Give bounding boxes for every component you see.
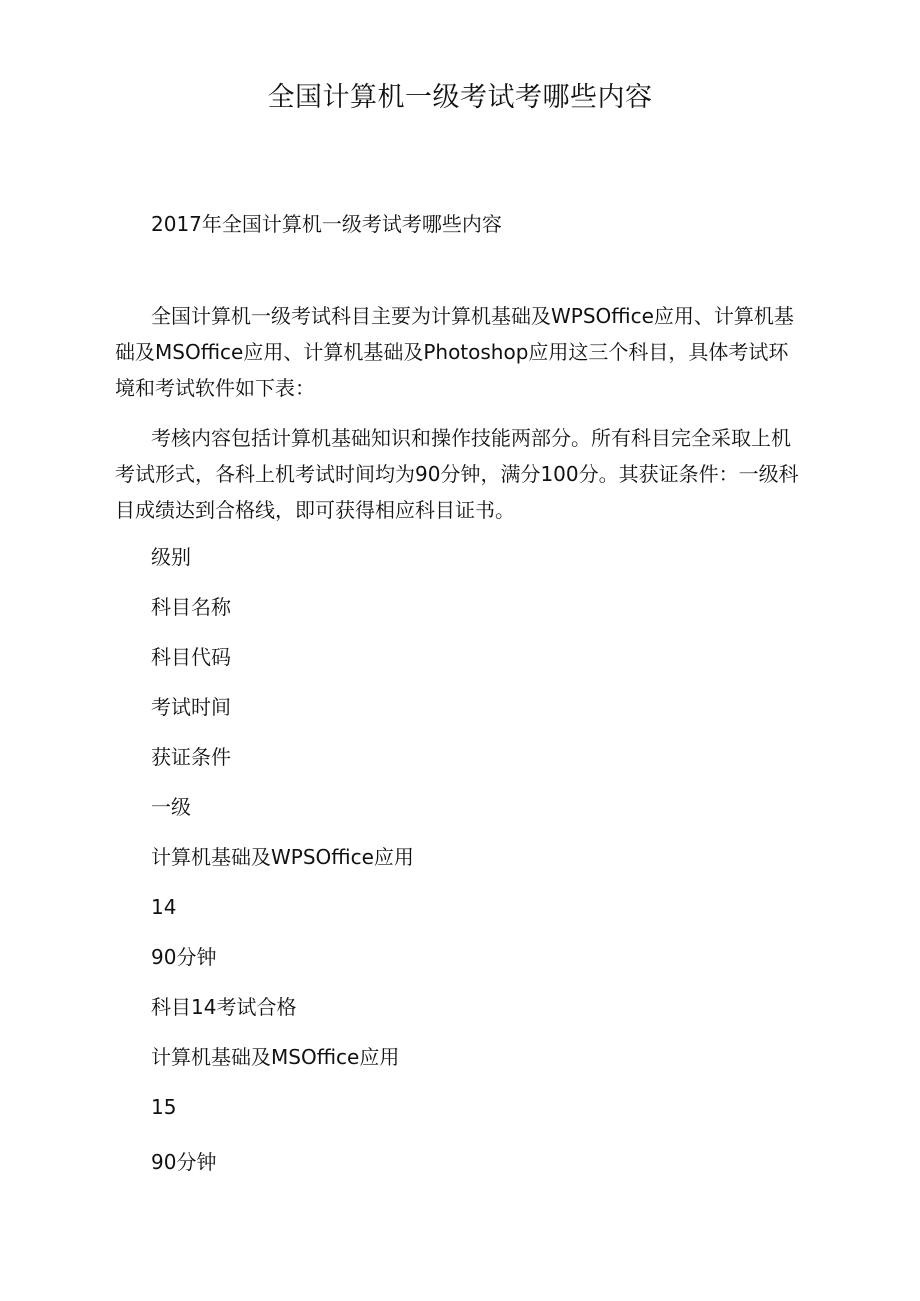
table-cell-subject-name: 计算机基础及MSOffice应用 bbox=[151, 1045, 400, 1069]
paragraph-exam-description: 考核内容包括计算机基础知识和操作技能两部分。所有科目完全采取上机考试形式，各科上机考试时间均为90分钟，满分100分。其获证条件：一级科目成绩达到合格线，即可获得相应科目证书。 bbox=[115, 426, 799, 522]
table-cell-exam-time: 90分钟 bbox=[151, 945, 217, 969]
table-cell-subject-name: 计算机基础及WPSOffice应用 bbox=[151, 845, 414, 869]
table-header-subject-name: 科目名称 bbox=[151, 595, 231, 619]
table-header-exam-time: 考试时间 bbox=[151, 695, 231, 719]
table-cell-exam-time: 90分钟 bbox=[151, 1150, 217, 1174]
document-title: 全国计算机一级考试考哪些内容 bbox=[267, 82, 653, 113]
document-subtitle: 2017年全国计算机一级考试考哪些内容 bbox=[151, 212, 502, 236]
paragraph-subjects-intro: 全国计算机一级考试科目主要为计算机基础及WPSOffice应用、计算机基础及MSOffice应用、计算机基础及Photoshop应用这三个科目，具体考试环境和考试软件如下表： bbox=[115, 304, 794, 400]
table-cell-level: 一级 bbox=[151, 795, 191, 819]
table-cell-subject-code: 15 bbox=[151, 1095, 177, 1119]
table-header-certificate-condition: 获证条件 bbox=[151, 745, 231, 769]
table-cell-certificate-condition: 科目14考试合格 bbox=[151, 995, 297, 1019]
table-header-subject-code: 科目代码 bbox=[151, 645, 231, 669]
table-cell-subject-code: 14 bbox=[151, 895, 177, 919]
table-header-level: 级别 bbox=[151, 545, 191, 569]
